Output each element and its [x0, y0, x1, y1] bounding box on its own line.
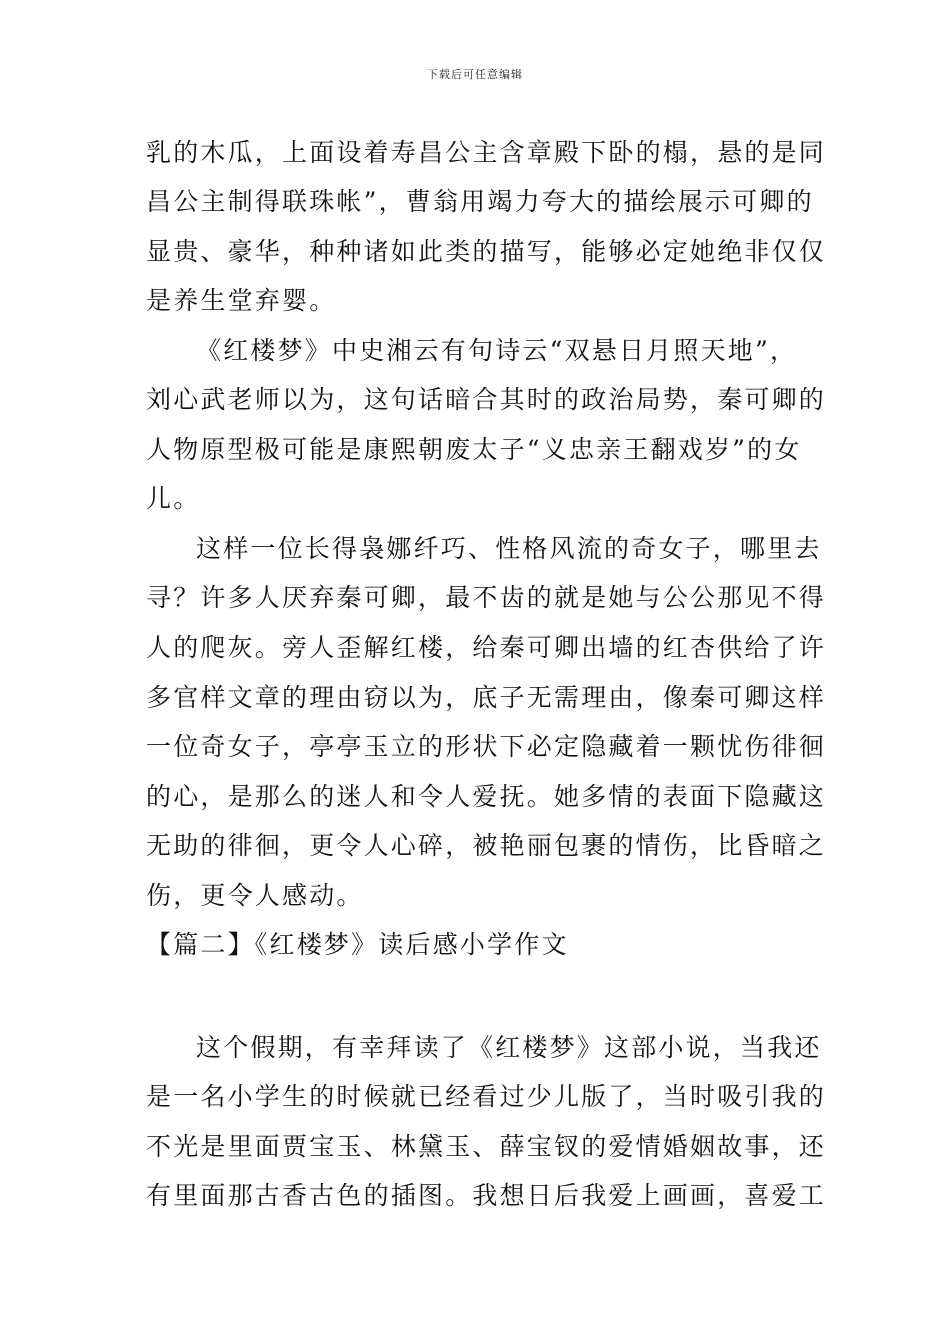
- text-line: 《红楼梦》中史湘云有句诗云“双悬日月照天地”，: [196, 336, 798, 365]
- header-note: 下载后可任意编辑: [427, 68, 523, 81]
- text-line: 有里面那古香古色的插图。我想日后我爱上画画，喜爱工: [146, 1181, 827, 1210]
- text-line: 儿。: [146, 484, 201, 513]
- text-line: 的心，是那么的迷人和令人爱抚。她多情的表面下隐藏这: [146, 782, 827, 811]
- text-line: 显贵、豪华，种种诸如此类的描写，能够必定她绝非仅仅: [146, 237, 827, 266]
- text-line: 多官样文章的理由窃以为，底子无需理由，像秦可卿这样: [146, 683, 827, 712]
- text-line: 人物原型极可能是康熙朝废太子“义忠亲王翻戏岁”的女: [146, 435, 802, 464]
- text-line: 这样一位长得袅娜纤巧、性格风流的奇女子，哪里去: [196, 534, 822, 563]
- text-line: 一位奇女子，亭亭玉立的形状下必定隐藏着一颗忧伤徘徊: [146, 732, 827, 761]
- text-line: 无助的徘徊，更令人心碎，被艳丽包裹的情伤，比昏暗之: [146, 831, 827, 860]
- text-line: 是养生堂弃婴。: [146, 286, 337, 315]
- text-line: 这个假期，有幸拜读了《红楼梦》这部小说，当我还: [196, 1033, 822, 1062]
- text-line: 寻？许多人厌弃秦可卿，最不齿的就是她与公公那见不得: [146, 583, 827, 612]
- text-line: 昌公主制得联珠帐”，曹翁用竭力夸大的描绘展示可卿的: [146, 187, 814, 216]
- text-line: 人的爬灰。旁人歪解红楼，给秦可卿出墙的红杏供给了许: [146, 633, 827, 662]
- section-heading: 【篇二】《红楼梦》读后感小学作文: [146, 930, 569, 959]
- text-line: 伤，更令人感动。: [146, 881, 364, 910]
- text-line: 是一名小学生的时候就已经看过少儿版了，当时吸引我的: [146, 1082, 827, 1111]
- text-line: 刘心武老师以为，这句话暗合其时的政治局势，秦可卿的: [146, 385, 827, 414]
- text-line: 不光是里面贾宝玉、林黛玉、薛宝钗的爱情婚姻故事，还: [146, 1132, 827, 1161]
- text-line: 乳的木瓜，上面设着寿昌公主含章殿下卧的榻，悬的是同: [146, 138, 827, 167]
